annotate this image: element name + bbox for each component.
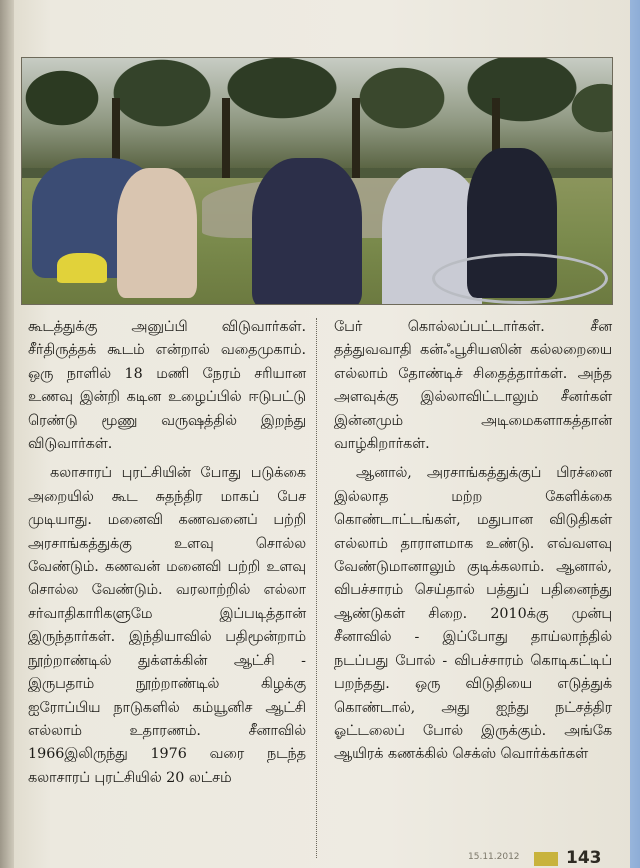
park-picnic-photo xyxy=(22,58,612,304)
column-divider xyxy=(316,318,317,858)
article-paragraph: ஆனால், அரசாங்கத்துக்குப் பிரச்னை இல்லாத மற்ற கேளிக்கை கொண்டாட்டங்கள், மதுபான விடுதிகள் எல்லாம் தாராளமாக உண்டு. எவ்வளவு வேண்டுமானாலும் குடிக்கலாம். ஆனால், விபச்சாரம் செய்தால் பத்துப் பதினைந்து ஆண்டுகள் சிறை. 2010க்கு முன்பு சீனாவில் - இப்போது தாய்லாந்தில் நடப்பது போல் - விபச்சாரம் கொடிகட்டிப் பறந்தது. ஒரு விடுதியை எடுத்துக் கொண்டால், அது ஐந்து நட்சத்திர ஓட்டலைப் போல் இருக்கும். அங்கே ஆயிரக் கணக்கில் செக்ஸ் வொர்க்கர்கள் xyxy=(334,465,612,763)
article-column-right xyxy=(334,316,612,773)
article-paragraph: பேர் கொல்லப்பட்டார்கள். சீன தத்துவவாதி கன்ஃபூசியஸின் கல்லறையை எல்லாம் தோண்டிச் சிதைத்தார்கள். அந்த அளவுக்கு இல்லாவிட்டாலும் சீனர்கள் இன்னமும் அடிமைகளாகத்தான் வாழ்கிறார்கள். xyxy=(334,319,612,453)
yellow-bag xyxy=(57,253,107,283)
person-sitting-center xyxy=(252,158,362,304)
person-woman-left xyxy=(117,168,197,298)
page-footer xyxy=(0,850,640,868)
issue-date: 15.11.2012 xyxy=(468,852,520,862)
page-spine-shadow xyxy=(0,0,14,868)
bicycle xyxy=(432,253,608,304)
article-paragraph: கூடத்துக்கு அனுப்பி விடுவார்கள். சீர்திருத்தக் கூடம் என்றால் வதைமுகாம். ஒரு நாளில் 18 மணி நேரம் சரியான உணவு இன்றி கடின உழைப்பில் ஈடுபட்டு ரெண்டு மூணு வருஷத்தில் இறந்து விடுவார்கள். xyxy=(28,319,306,453)
article-paragraph: கலாசாரப் புரட்சியின் போது படுக்கை அறையில் கூட சுதந்திர மாகப் பேச முடியாது. மனைவி கணவனைப் பற்றி அரசாங்கத்துக்கு உளவு சொல்ல வேண்டும். கணவன் மனைவி பற்றி உளவு சொல்ல வேண்டும். வரலாற்றில் எல்லா சர்வாதிகாரிகளுமே இப்படித்தான் இருந்தார்கள். இந்தியாவில் பதிமூன்றாம் நூற்றாண்டில் துக்ளக்கின் ஆட்சி - இருபதாம் நூற்றாண்டில் கிழக்கு ஐரோப்பிய நாடுகளில் கம்யூனிச ஆட்சி எல்லாம் உதாரணம். சீனாவில் 1966இலிருந்து 1976 வரை நடந்த கலாசாரப் புரட்சியில் 20 லட்சம் xyxy=(28,465,306,786)
page-number: 143 xyxy=(566,848,602,868)
page-number-bar xyxy=(534,852,558,866)
article-column-left xyxy=(28,316,306,796)
